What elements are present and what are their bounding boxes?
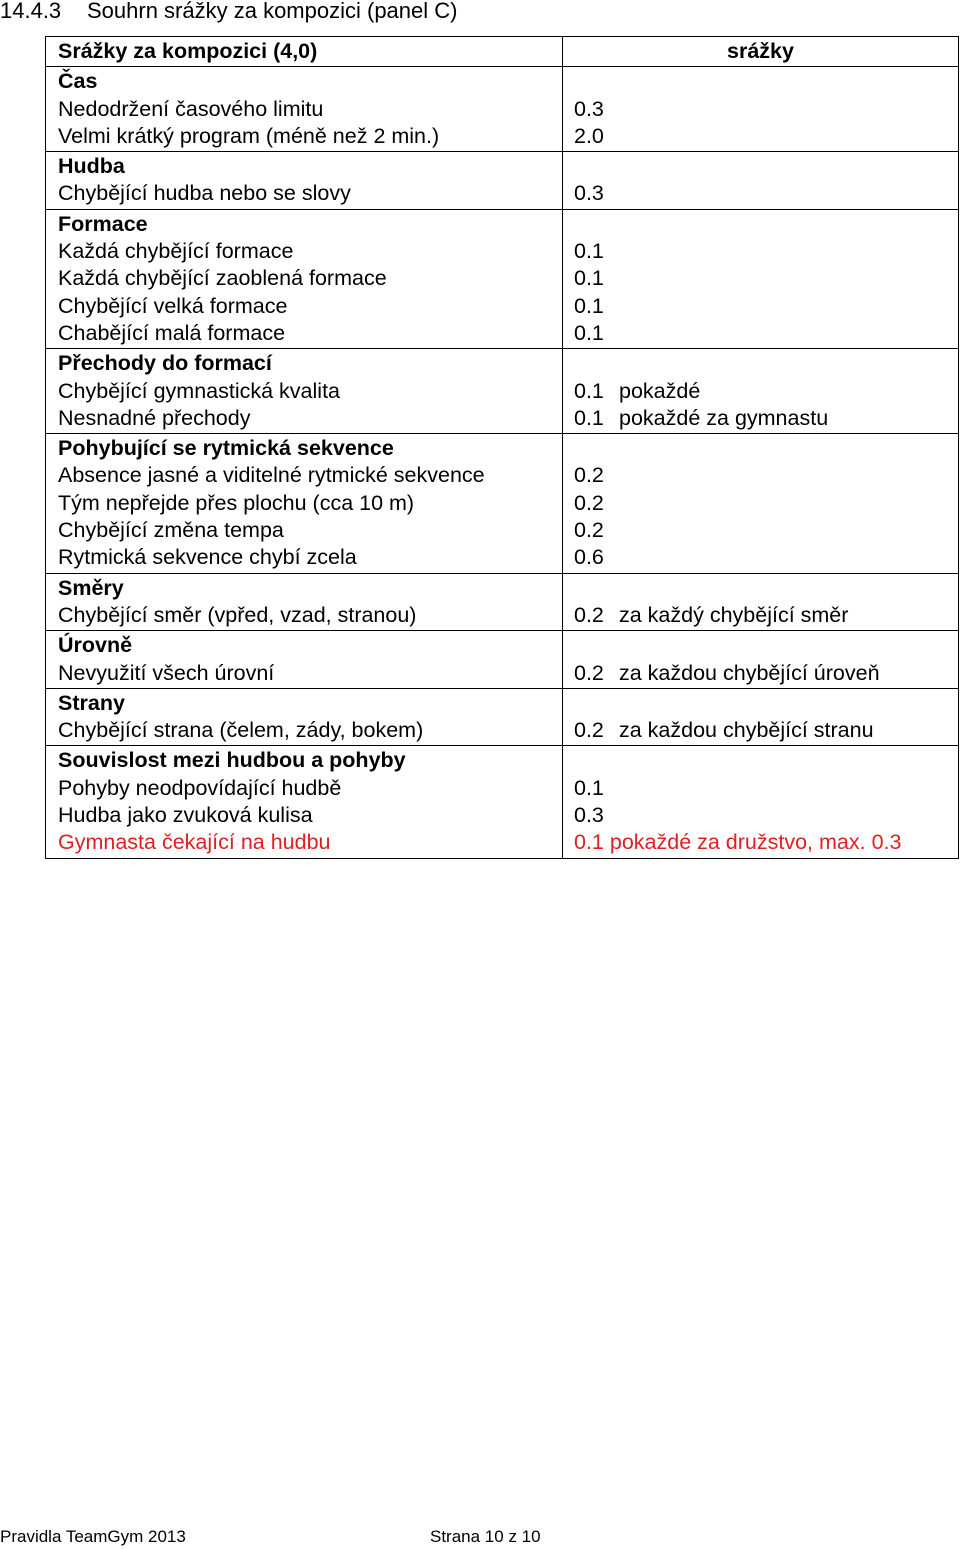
deduction-cell (563, 434, 959, 573)
deduction-entry (574, 544, 958, 571)
category-title: Čas (58, 69, 98, 94)
section-heading (0, 0, 457, 24)
category-title-spacer (574, 575, 958, 602)
table-row (46, 67, 959, 152)
deduction-value: 0.2 (574, 718, 604, 743)
deduction-value: 0.2 (574, 490, 604, 515)
category-title: Hudba (58, 154, 125, 179)
deduction-entry (574, 180, 958, 207)
deduction-entry (574, 293, 958, 320)
deduction-note: za každou chybějící úroveň (619, 660, 880, 685)
deduction-label: Hudba jako zvuková kulisa (58, 803, 313, 828)
deduction-label: Nedodržení časového limitu (58, 96, 324, 121)
category-cell (46, 67, 563, 152)
deduction-value: 0.1 (574, 239, 604, 264)
footer-page-number: Strana 10 z 10 (430, 1527, 541, 1546)
deduction-entry (574, 802, 958, 829)
highlight-value: 0.1 pokaždé za družstvo, max. 0.3 (574, 830, 902, 855)
deduction-value: 0.1 (574, 378, 604, 403)
category-title-spacer (574, 632, 958, 659)
deduction-entry (574, 717, 958, 744)
category-cell (46, 152, 563, 210)
deduction-label: Absence jasné a viditelné rytmické sekvence (58, 463, 485, 488)
deduction-value: 0.1 (574, 293, 604, 318)
deduction-entry (574, 517, 958, 544)
deduction-value: 0.3 (574, 803, 604, 828)
deduction-value: 0.1 (574, 405, 604, 430)
deduction-value: 0.2 (574, 602, 604, 627)
table-row (46, 573, 959, 631)
penalty-table (45, 36, 959, 859)
section-title: Souhrn srážky za kompozici (panel C) (87, 0, 458, 23)
deduction-value: 0.2 (574, 660, 604, 685)
deduction-label: Chybějící směr (vpřed, vzad, stranou) (58, 602, 417, 627)
deduction-label: Rytmická sekvence chybí zcela (58, 545, 357, 570)
category-title-spacer (574, 68, 958, 95)
category-title: Úrovně (58, 633, 133, 658)
category-title: Souvislost mezi hudbou a pohyby (58, 748, 406, 773)
deduction-label: Pohyby neodpovídající hudbě (58, 775, 342, 800)
table-row (46, 434, 959, 573)
deduction-value: 0.3 (574, 96, 604, 121)
deduction-entry (574, 462, 958, 489)
deduction-note: pokaždé (619, 378, 701, 403)
footer-document-name: Pravidla TeamGym 2013 (0, 1527, 186, 1546)
deduction-cell (563, 349, 959, 434)
category-title-spacer (574, 153, 958, 180)
deduction-label: Nevyužití všech úrovní (58, 660, 275, 685)
deduction-note: za každou chybějící stranu (619, 718, 874, 743)
deduction-label: Chybějící hudba nebo se slovy (58, 181, 351, 206)
deduction-entry (574, 96, 958, 123)
category-cell (46, 434, 563, 573)
category-title-spacer (574, 350, 958, 377)
deduction-note: pokaždé za gymnastu (619, 405, 829, 430)
table-row (46, 688, 959, 746)
deduction-entry (574, 238, 958, 265)
table-row (46, 209, 959, 348)
category-title-spacer (574, 747, 958, 774)
category-cell (46, 209, 563, 348)
table-row (46, 152, 959, 210)
category-title: Přechody do formací (58, 351, 272, 376)
deduction-value: 0.2 (574, 463, 604, 488)
header-category: Srážky za kompozici (4,0) (46, 37, 563, 67)
deduction-note: za každý chybějící směr (619, 602, 849, 627)
deduction-entry (574, 405, 958, 432)
category-title: Pohybující se rytmická sekvence (58, 436, 394, 461)
deduction-entry (574, 775, 958, 802)
deduction-value: 2.0 (574, 123, 604, 148)
category-title: Formace (58, 211, 148, 236)
deduction-label: Chybějící změna tempa (58, 518, 284, 543)
category-cell (46, 631, 563, 689)
header-deductions: srážky (563, 37, 959, 67)
deduction-label: Tým nepřejde přes plochu (cca 10 m) (58, 490, 415, 515)
deduction-value: 0.3 (574, 181, 604, 206)
deduction-entry (574, 378, 958, 405)
category-cell (46, 573, 563, 631)
deduction-label: Každá chybějící zaoblená formace (58, 266, 387, 291)
deduction-label: Chybějící gymnastická kvalita (58, 378, 340, 403)
deduction-entry (574, 602, 958, 629)
deduction-cell (563, 573, 959, 631)
deduction-entry (574, 660, 958, 687)
deduction-cell (563, 67, 959, 152)
deduction-cell (563, 631, 959, 689)
highlight-label: Gymnasta čekající na hudbu (58, 830, 331, 855)
deduction-value: 0.6 (574, 545, 604, 570)
category-title-spacer (574, 211, 958, 238)
deduction-cell (563, 746, 959, 858)
deduction-label: Chybějící strana (čelem, zády, bokem) (58, 718, 424, 743)
category-cell (46, 349, 563, 434)
table-row (46, 349, 959, 434)
deduction-value: 0.1 (574, 320, 604, 345)
deduction-label: Nesnadné přechody (58, 405, 251, 430)
table-row (46, 746, 959, 858)
deduction-value: 0.2 (574, 518, 604, 543)
section-number: 14.4.3 (0, 0, 62, 23)
deduction-value: 0.1 (574, 266, 604, 291)
deduction-label: Velmi krátký program (méně než 2 min.) (58, 123, 440, 148)
deduction-value: 0.1 (574, 775, 604, 800)
category-title: Strany (58, 690, 125, 715)
deduction-entry (574, 490, 958, 517)
deduction-entry (574, 265, 958, 292)
category-cell (46, 688, 563, 746)
deduction-entry (574, 123, 958, 150)
category-title-spacer (574, 435, 958, 462)
deduction-cell (563, 209, 959, 348)
table-row (46, 631, 959, 689)
deduction-label: Chybějící velká formace (58, 293, 288, 318)
category-title-spacer (574, 690, 958, 717)
deduction-cell (563, 688, 959, 746)
deduction-entry (574, 320, 958, 347)
deduction-label: Každá chybějící formace (58, 239, 294, 264)
category-cell (46, 746, 563, 858)
deduction-cell (563, 152, 959, 210)
table-header-row (46, 37, 959, 67)
category-title: Směry (58, 575, 124, 600)
deduction-label: Chabějící malá formace (58, 320, 286, 345)
